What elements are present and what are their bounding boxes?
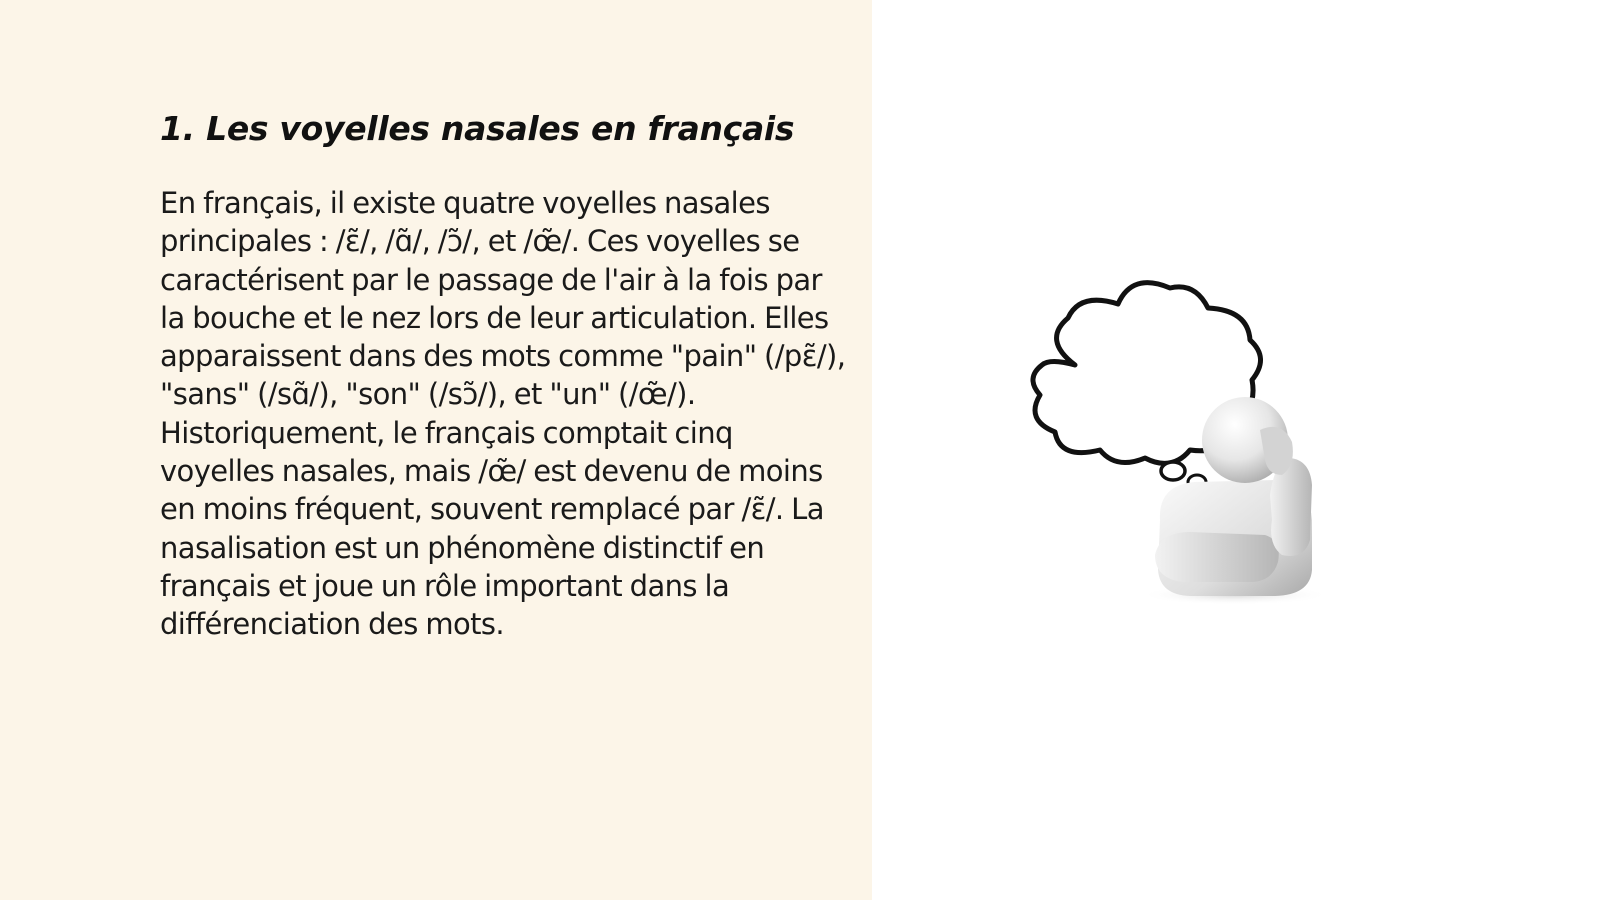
slide-title: 1. Les voyelles nasales en français	[160, 109, 795, 148]
thinking-person-icon	[1020, 270, 1360, 620]
slide-body-text: En français, il existe quatre voyelles nasales principales : /ɛ̃/, /ɑ̃/, /ɔ̃/, et /œ̃/. Ces voyelles se caractérisent par le passage de l'air à la fois par la bouche et le nez lors de leur articulation. Elles apparaissent dans des mots comme "pain" (/pɛ̃/), "sans" (/sɑ̃/), "son" (/sɔ̃/), et "un" (/œ̃/). Historiquement, le français comptait cinq voyelles nasales, mais /œ̃/ est devenu de moins en moins fréquent, souvent remplacé par /ɛ̃/. La nasalisation est un phénomène distinctif en français et joue un rôle important dans la différenciation des mots.	[160, 186, 846, 642]
